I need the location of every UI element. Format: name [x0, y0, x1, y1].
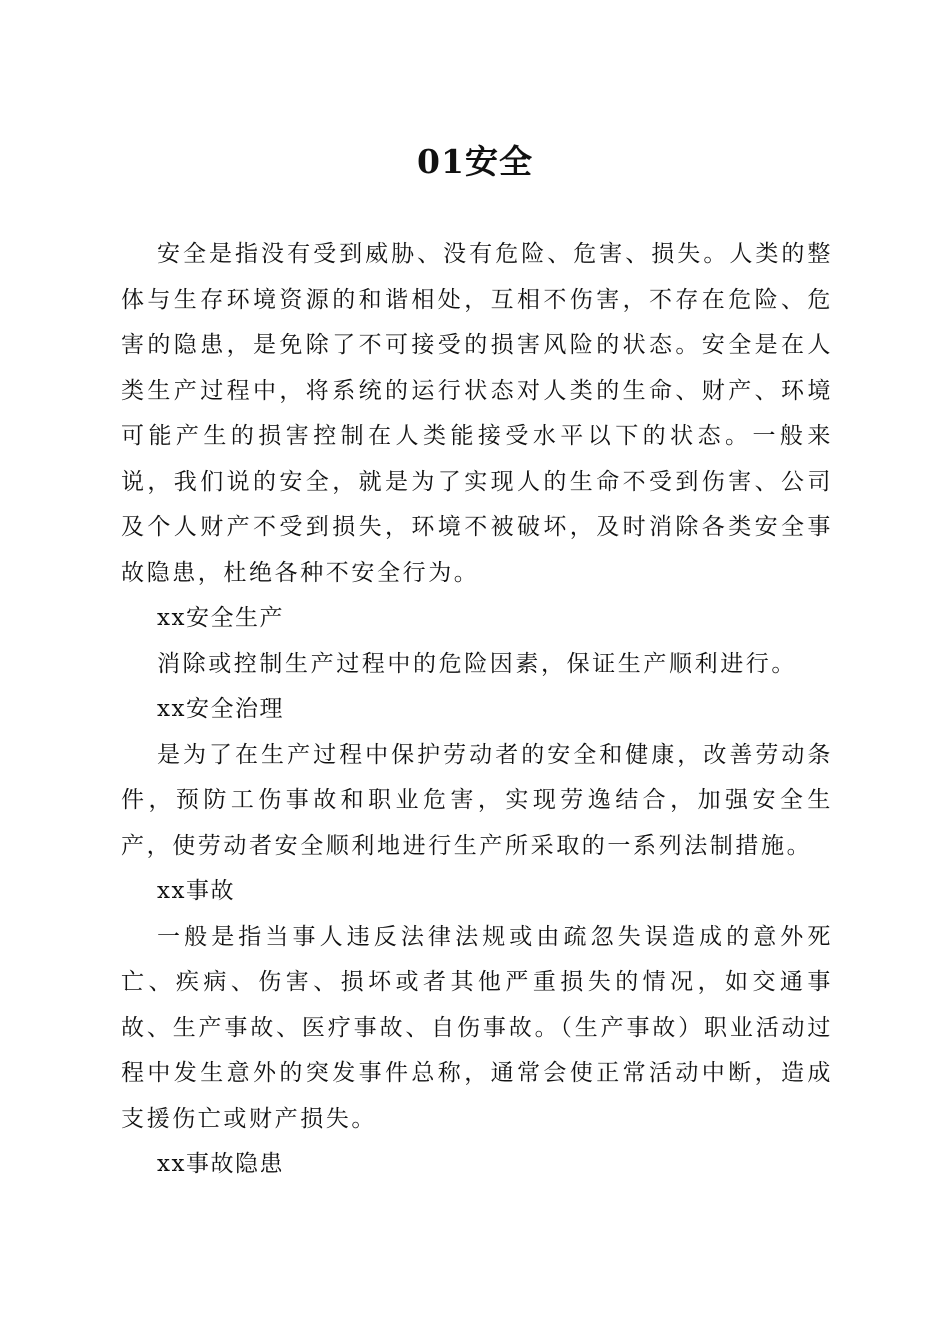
paragraph-safety-production: 消除或控制生产过程中的危险因素，保证生产顺利进行。 — [157, 650, 797, 677]
section-heading-accident: xx事故 — [157, 878, 235, 904]
paragraph-accident: 一般是指当事人违反法律法规或由疏忽失误造成的意外死亡、疾病、伤害、损坏或者其他严重损失的情况，如交通事故、生产事故、医疗事故、自伤事故。（生产事故）职业活动过程中发生意外的突发事件总称，通常会使正常活动中断，造成支援伤亡或财产损失。 — [121, 923, 833, 1132]
section-heading-safety-production: xx安全生产 — [157, 605, 284, 631]
section-heading-safety-governance: xx安全治理 — [157, 696, 284, 722]
paragraph-safety-governance: 是为了在生产过程中保护劳动者的安全和健康，改善劳动条件，预防工伤事故和职业危害，实现劳逸结合，加强安全生产，使劳动者安全顺利地进行生产所采取的一系列法制措施。 — [121, 741, 833, 859]
paragraph-safety-definition: 安全是指没有受到威胁、没有危险、危害、损失。人类的整体与生存环境资源的和谐相处，互相不伤害，不存在危险、危害的隐患，是免除了不可接受的损害风险的状态。安全是在人类生产过程中，将系统的运行状态对人类的生命、财产、环境可能产生的损害控制在人类能接受水平以下的状态。一般来说，我们说的安全，就是为了实现人的生命不受到伤害、公司及个人财产不受到损失，环境不被破坏，及时消除各类安全事故隐患，杜绝各种不安全行为。 — [121, 241, 833, 586]
page-title: 01安全 — [417, 142, 533, 181]
section-heading-accident-hazard: xx事故隐患 — [157, 1151, 284, 1177]
document-body — [121, 232, 833, 1188]
